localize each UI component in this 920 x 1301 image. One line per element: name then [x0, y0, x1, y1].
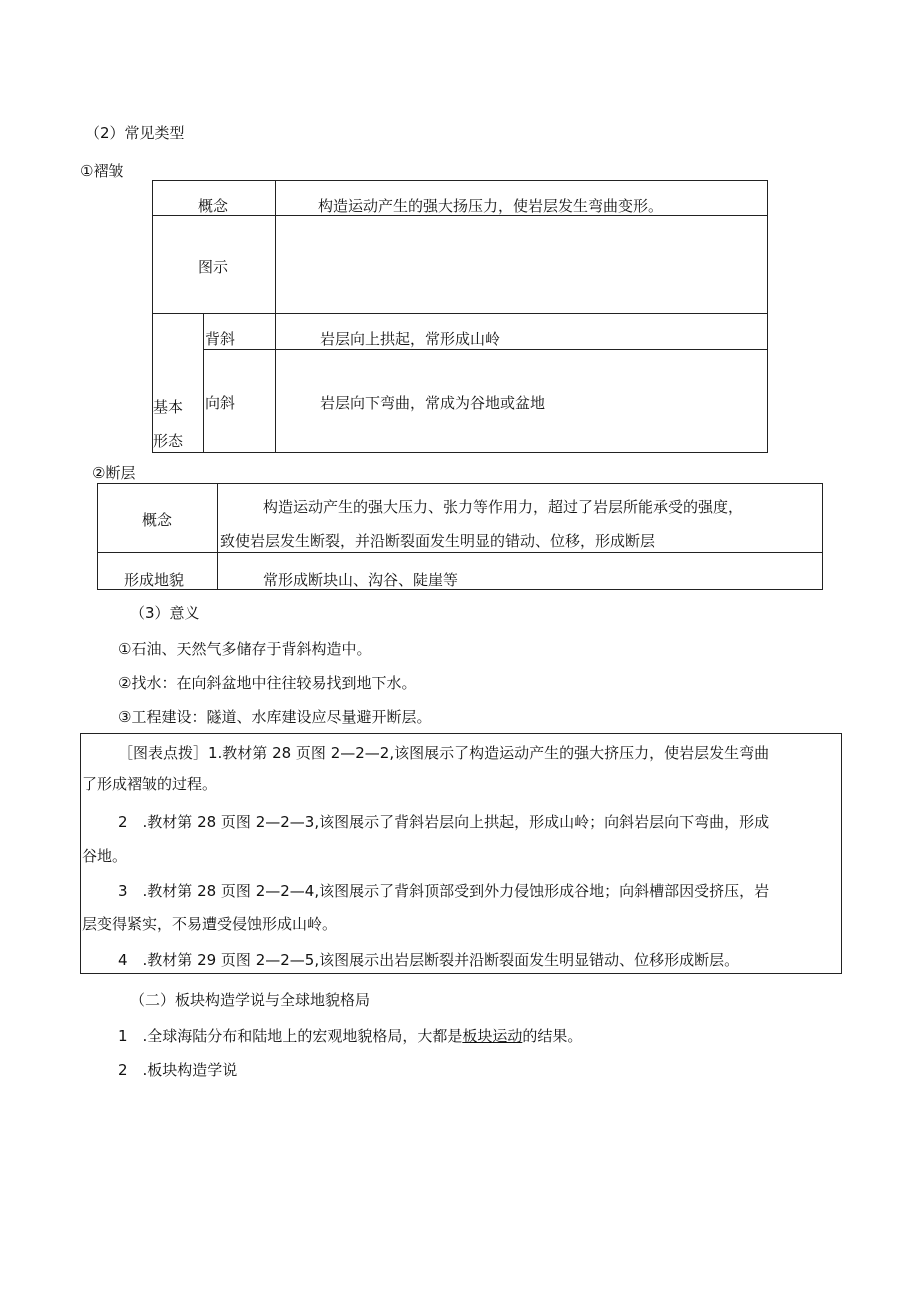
- tips-p2-line2: 谷地。: [82, 847, 128, 865]
- tips-p3-line1: 3 .教材第 28 页图 2—2—4,该图展示了背斜顶部受到外力侵蚀形成谷地；向斜槽部因受挤压，岩: [118, 882, 770, 900]
- syncline-label: 向斜: [205, 394, 236, 412]
- fold-basic-form-label-2: 形态: [153, 432, 184, 450]
- fold-diagram-label: 图示: [198, 258, 229, 276]
- syncline-text: 岩层向下弯曲，常成为谷地或盆地: [320, 394, 546, 412]
- fault-concept-text-2: 致使岩层发生断裂，并沿断裂面发生明显的错动、位移，形成断层: [220, 532, 656, 550]
- fold-basic-form-label: 基本: [153, 398, 184, 416]
- fold-concept-text: 构造运动产生的强大扬压力，使岩层发生弯曲变形。: [318, 197, 664, 215]
- significance-item: ②找水：在向斜盆地中往往较易找到地下水。: [118, 674, 417, 692]
- plate-motion-term: 板块运动: [462, 1027, 523, 1045]
- significance-item: ③工程建设：隧道、水库建设应尽量避开断层。: [118, 708, 432, 726]
- plate-item-1-prefix: 1 .全球海陆分布和陆地上的宏观地貌格局，大都是: [118, 1027, 463, 1045]
- tips-p1-line1: ［图表点拨］1.教材第 28 页图 2—2—2,该图展示了构造运动产生的强大挤压力，使岩层发生弯曲: [118, 744, 770, 762]
- tips-p3-line2: 层变得紧实，不易遭受侵蚀形成山岭。: [82, 915, 338, 933]
- fold-concept-label: 概念: [198, 197, 229, 215]
- plate-item-2: 2 .板块构造学说: [118, 1061, 238, 1079]
- significance-item: ①石油、天然气多储存于背斜构造中。: [118, 640, 372, 658]
- fault-concept-label: 概念: [142, 511, 173, 529]
- fault-landform-label: 形成地貌: [124, 571, 185, 589]
- plate-section-heading: （二）板块构造学说与全球地貌格局: [130, 991, 371, 1009]
- tips-p2-line1: 2 .教材第 28 页图 2—2—3,该图展示了背斜岩层向上拱起，形成山岭；向斜岩层向下弯曲，形成: [118, 813, 770, 831]
- tips-p1-line2: 了形成褶皱的过程。: [82, 775, 218, 793]
- fold-title: ①褶皱: [80, 162, 124, 180]
- significance-heading: （3）意义: [130, 604, 200, 622]
- plate-item-1: [118, 1025, 582, 1046]
- anticline-label: 背斜: [205, 330, 236, 348]
- fault-title: ②断层: [92, 464, 136, 482]
- tips-p4-line1: 4 .教材第 29 页图 2—2—5,该图展示出岩层断裂并沿断裂面发生明显错动、位移形成断层。: [118, 951, 740, 969]
- section-heading: （2）常见类型: [85, 124, 185, 142]
- fault-concept-text-1: 构造运动产生的强大压力、张力等作用力，超过了岩层所能承受的强度，: [263, 498, 744, 516]
- anticline-text: 岩层向上拱起，常形成山岭: [320, 330, 501, 348]
- plate-item-1-suffix: 的结果。: [522, 1027, 583, 1045]
- fault-landform-text: 常形成断块山、沟谷、陡崖等: [263, 571, 459, 589]
